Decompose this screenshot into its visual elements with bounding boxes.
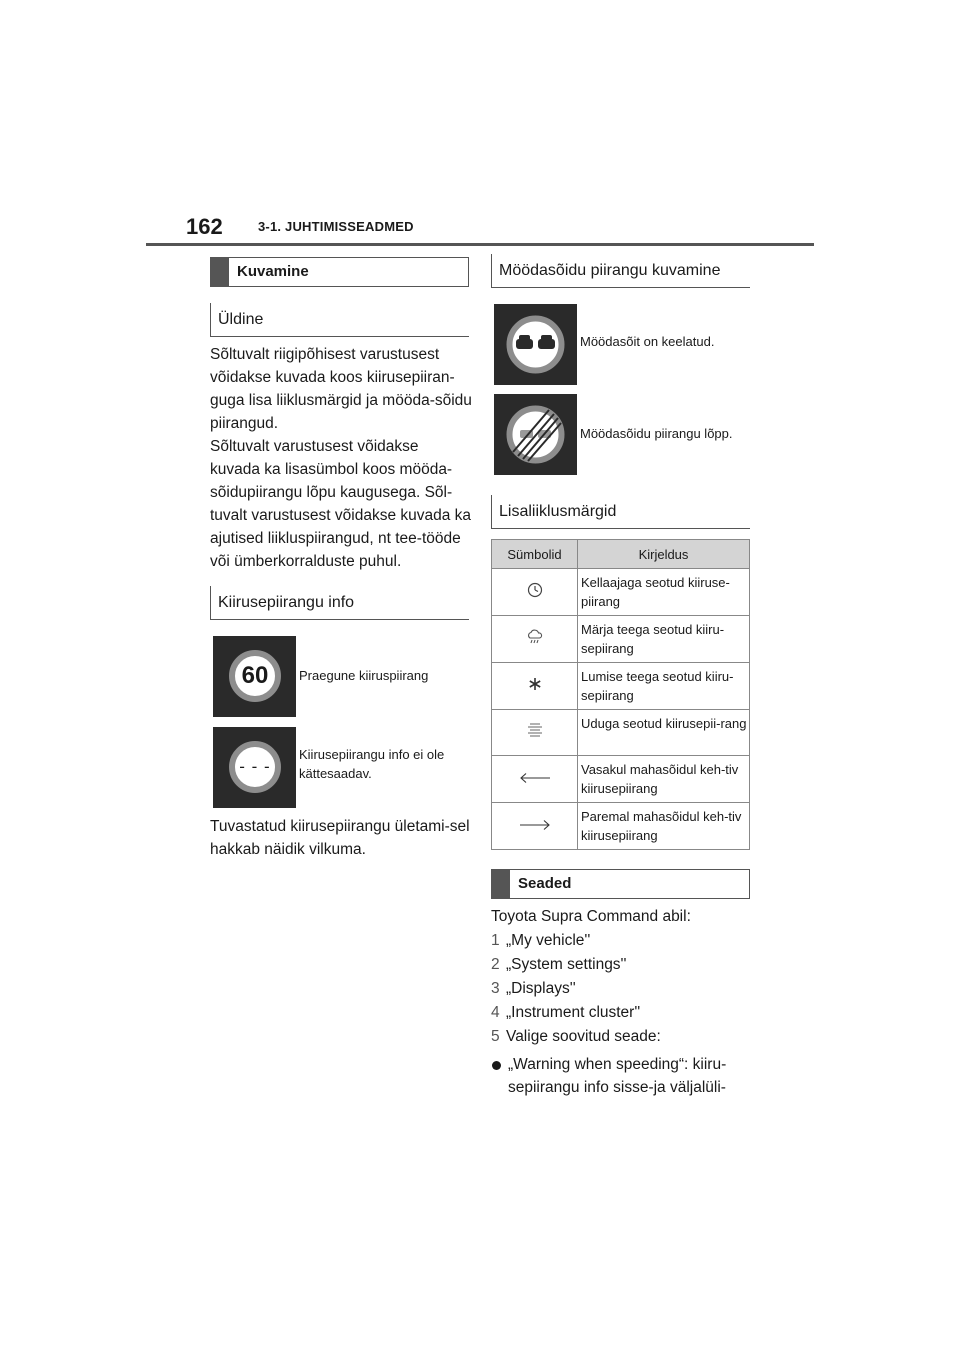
end-no-overtaking-image — [494, 394, 577, 475]
clock-icon — [527, 582, 543, 598]
symbol-cell — [492, 710, 578, 756]
paragraph-3: Tuvastatud kiirusepiirangu ületami-sel hakkab näidik vilkuma. — [210, 818, 470, 858]
bullet-text: „Warning when speeding“: kiiru-sepiirangu info sisse-ja väljalüli- — [508, 1056, 727, 1096]
step-number: 3 — [491, 980, 500, 997]
symbol-cell — [492, 569, 578, 616]
table-header-description: Kirjeldus — [578, 540, 750, 569]
step-text: „System settings'' — [506, 956, 627, 973]
symbol-cell — [492, 663, 578, 710]
symbol-cell — [492, 616, 578, 663]
caption-end-no-overtaking: Möödasõidu piirangu lõpp. — [580, 426, 733, 441]
section-bar — [211, 258, 229, 286]
step-text: „My vehicle'' — [506, 932, 591, 949]
header-divider — [146, 243, 814, 246]
section-seaded — [491, 869, 750, 899]
table-row — [492, 569, 750, 616]
speed-sign-unavailable — [229, 741, 281, 793]
snowflake-icon — [528, 677, 542, 691]
bullet-icon — [492, 1061, 501, 1070]
table-header-symbols: Sümbolid — [492, 540, 578, 569]
section-title: Kuvamine — [237, 263, 309, 280]
table-row — [492, 663, 750, 710]
subheading-text: Kiirusepiirangu info — [218, 594, 355, 611]
subheading-uldine — [210, 303, 469, 337]
subheading-text: Möödasõidu piirangu kuvamine — [499, 262, 721, 279]
section-kuvamine — [210, 257, 469, 287]
chapter-title: 3-1. JUHTIMISSEADMED — [258, 219, 414, 234]
symbol-cell — [492, 803, 578, 850]
caption-limit-unavailable: Kiirusepiirangu info ei ole kättesaadav. — [299, 747, 445, 781]
subheading-text: Üldine — [218, 311, 264, 328]
symbols-table — [491, 539, 750, 850]
table-row — [492, 756, 750, 803]
arrow-left-icon — [519, 772, 551, 784]
no-overtaking-image — [494, 304, 577, 385]
rain-cloud-icon — [526, 629, 544, 645]
table-row — [492, 803, 750, 850]
step-text: Valige soovitud seade: — [506, 1028, 661, 1045]
step-5 — [491, 1025, 661, 1048]
page-number: 162 — [186, 214, 223, 239]
step-4 — [491, 1001, 640, 1024]
section-bar — [492, 870, 510, 898]
table-row — [492, 616, 750, 663]
step-text: „Displays'' — [506, 980, 576, 997]
paragraph-2: Sõltuvalt varustusest võidakse kuvada ka lisasümbol koos mööda-sõidupiirangu lõpu kaugusega. Sõl-tuvalt varustusest võidakse kuvada ka ajutised liikluspiirangud, nt tee-tööde või ümberkorralduste puhul. — [210, 438, 472, 570]
bullet-item — [491, 1053, 753, 1099]
end-no-overtaking-sign-icon — [494, 394, 577, 475]
step-1 — [491, 929, 590, 952]
caption-no-overtaking: Möödasõit on keelatud. — [580, 334, 715, 349]
subheading-extra-signs — [491, 495, 750, 529]
fog-icon — [525, 722, 545, 738]
symbol-cell — [492, 756, 578, 803]
settings-intro: Toyota Supra Command abil: — [491, 908, 691, 925]
caption-current-limit: Praegune kiiruspiirang — [299, 668, 429, 683]
table-row — [492, 710, 750, 756]
no-overtaking-sign-icon — [494, 304, 577, 385]
arrow-right-icon — [519, 819, 551, 831]
table-header-row — [492, 540, 750, 569]
step-3 — [491, 977, 576, 1000]
subheading-speed-info — [210, 586, 469, 620]
speed-value: 60 — [241, 662, 269, 689]
description-cell: Märja teega seotud kiiru-sepiirang — [578, 616, 750, 663]
speed-limit-unavailable-image — [213, 727, 296, 808]
paragraph-1: Sõltuvalt riigipõhisest varustusest võidakse kuvada koos kiirusepiiran-guga lisa liiklusmärgid ja mööda-sõidu piirangud. — [210, 346, 472, 432]
description-cell: Uduga seotud kiirusepii-rang — [578, 710, 750, 756]
step-number: 4 — [491, 1004, 500, 1021]
step-number: 1 — [491, 932, 500, 949]
description-cell: Lumise teega seotud kiiru-sepiirang — [578, 663, 750, 710]
speed-limit-60-image — [213, 636, 296, 717]
subheading-text: Lisaliiklusmärgid — [499, 503, 617, 520]
step-text: „Instrument cluster'' — [506, 1004, 641, 1021]
speed-value: - - - — [239, 757, 271, 776]
description-cell: Vasakul mahasõidul keh-tiv kiirusepiirang — [578, 756, 750, 803]
speed-sign-60 — [229, 650, 281, 702]
step-number: 2 — [491, 956, 500, 973]
description-cell: Paremal mahasõidul keh-tiv kiirusepiirang — [578, 803, 750, 850]
step-number: 5 — [491, 1028, 500, 1045]
section-title: Seaded — [518, 875, 572, 892]
subheading-overtaking — [491, 254, 750, 288]
step-2 — [491, 953, 626, 976]
description-cell: Kellaajaga seotud kiiruse-piirang — [578, 569, 750, 616]
